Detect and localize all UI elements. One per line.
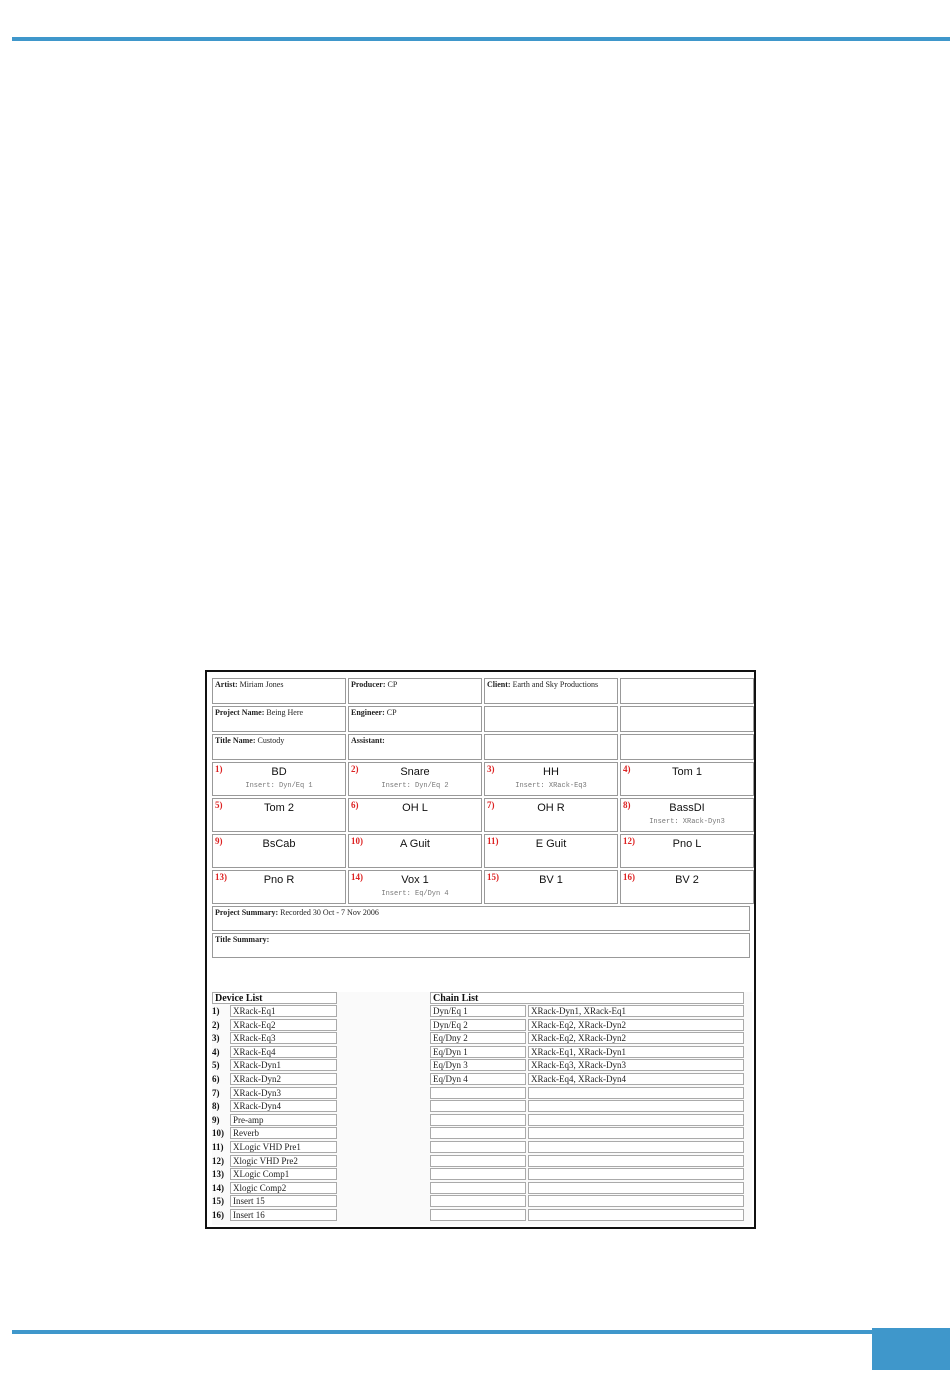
device-number: 11) [212, 1142, 224, 1152]
device-list-row [212, 1141, 337, 1153]
engineer-cell [348, 706, 482, 732]
channel-number: 7) [487, 800, 495, 810]
title-summary-label: Title Summary: [215, 935, 270, 944]
channel-number: 8) [623, 800, 631, 810]
device-list-row [212, 1005, 337, 1017]
channel-number: 2) [351, 764, 359, 774]
device-number: 2) [212, 1019, 220, 1030]
channel-cell [484, 870, 618, 904]
channel-name: OH L [402, 802, 428, 814]
channel-cell [484, 762, 618, 796]
engineer-value: CP [386, 708, 397, 717]
chain-devices [528, 1168, 744, 1180]
chain-devices: XRack-Eq2, XRack-Dyn2 [528, 1019, 744, 1031]
device-list-row [212, 1182, 337, 1194]
device-name: XRack-Eq3 [230, 1032, 337, 1044]
device-number: 6) [212, 1074, 220, 1084]
lists-section [212, 992, 752, 1225]
device-name: Pre-amp [230, 1114, 337, 1126]
chain-list-row [430, 1155, 744, 1167]
client-cell [484, 678, 618, 704]
channel-number: 9) [215, 836, 223, 846]
project-name-cell [212, 706, 346, 732]
chain-name [430, 1141, 526, 1153]
channel-cell [212, 870, 346, 904]
channel-insert: Insert: Eq/Dyn 4 [381, 890, 449, 898]
channel-name: BV 1 [539, 874, 563, 886]
channel-name: Tom 1 [672, 766, 702, 778]
device-name: Xlogic Comp2 [230, 1182, 337, 1194]
channel-cell [212, 798, 346, 832]
chain-devices [528, 1087, 744, 1099]
device-list-row [212, 1155, 337, 1167]
chain-devices [528, 1209, 744, 1221]
device-name: XRack-Eq1 [230, 1005, 337, 1017]
producer-label: Producer: [351, 680, 386, 689]
empty-cell [484, 734, 618, 760]
device-number: 15) [212, 1196, 224, 1207]
empty-cell [620, 734, 754, 760]
channel-cell [348, 870, 482, 904]
chain-name [430, 1100, 526, 1112]
chain-list-row [430, 1141, 744, 1153]
chain-name: Dyn/Eq 2 [430, 1019, 526, 1031]
device-number: 1) [212, 1006, 220, 1016]
channel-cell [348, 834, 482, 868]
chain-devices: XRack-Eq3, XRack-Dyn3 [528, 1059, 744, 1071]
title-summary-cell [212, 933, 750, 958]
channel-number: 5) [215, 800, 223, 810]
channel-number: 4) [623, 764, 631, 774]
chain-list-heading: Chain List [430, 992, 744, 1004]
device-name: Xlogic VHD Pre2 [230, 1155, 337, 1167]
channel-insert: Insert: XRack-Dyn3 [649, 818, 725, 826]
channel-number: 12) [623, 836, 635, 846]
device-name: Insert 16 [230, 1209, 337, 1221]
chain-name [430, 1168, 526, 1180]
channel-number: 3) [487, 764, 495, 774]
device-list-row [212, 1127, 337, 1139]
device-list-row [212, 1168, 337, 1180]
artist-cell [212, 678, 346, 704]
chain-list-row [430, 1059, 744, 1071]
channel-name: E Guit [535, 838, 567, 850]
chain-list-row [430, 1100, 744, 1112]
channel-name: Tom 2 [264, 802, 294, 814]
session-sheet [205, 670, 756, 1229]
device-name: XRack-Eq2 [230, 1019, 337, 1031]
channel-number: 16) [623, 872, 635, 882]
chain-name [430, 1087, 526, 1099]
producer-value: CP [387, 680, 398, 689]
device-number: 14) [212, 1182, 224, 1193]
channel-name: BassDI [669, 802, 705, 814]
chain-devices: XRack-Eq2, XRack-Dyn2 [528, 1032, 744, 1044]
chain-name: Eq/Dyn 3 [430, 1059, 526, 1071]
channel-insert: Insert: XRack-Eq3 [515, 782, 587, 790]
channel-insert: Insert: Dyn/Eq 2 [381, 782, 449, 790]
channel-cell [620, 834, 754, 868]
chain-list-row [430, 1168, 744, 1180]
chain-name [430, 1127, 526, 1139]
title-name-value: Custody [257, 736, 285, 745]
channel-name: BD [271, 766, 287, 778]
chain-devices: XRack-Eq4, XRack-Dyn4 [528, 1073, 744, 1085]
device-list-heading: Device List [212, 992, 337, 1004]
chain-name [430, 1195, 526, 1207]
device-name: XRack-Dyn3 [230, 1087, 337, 1099]
channel-number: 15) [487, 872, 499, 882]
channel-number: 6) [351, 800, 359, 810]
title-name-cell [212, 734, 346, 760]
chain-devices [528, 1127, 744, 1139]
chain-list-row [430, 1073, 744, 1085]
device-number: 7) [212, 1087, 220, 1098]
chain-name: Eq/Dny 2 [430, 1032, 526, 1044]
chain-list-row [430, 1209, 744, 1221]
channel-cell [620, 870, 754, 904]
channel-cell [620, 762, 754, 796]
channel-name: HH [543, 766, 559, 778]
chain-devices: XRack-Dyn1, XRack-Eq1 [528, 1005, 744, 1017]
chain-name: Dyn/Eq 1 [430, 1005, 526, 1017]
chain-name: Eq/Dyn 1 [430, 1046, 526, 1058]
device-number: 4) [212, 1046, 220, 1057]
channel-name: OH R [537, 802, 565, 814]
device-list-row [212, 1100, 337, 1112]
device-list-row [212, 1195, 337, 1207]
chain-devices [528, 1100, 744, 1112]
chain-devices [528, 1155, 744, 1167]
chain-name: Eq/Dyn 4 [430, 1073, 526, 1085]
chain-name [430, 1209, 526, 1221]
channel-insert: Insert: Dyn/Eq 1 [245, 782, 313, 790]
channel-number: 1) [215, 764, 223, 774]
session-grid [212, 678, 752, 904]
channel-number: 14) [351, 872, 363, 882]
empty-cell [484, 706, 618, 732]
device-name: XRack-Dyn2 [230, 1073, 337, 1085]
chain-devices: XRack-Eq1, XRack-Dyn1 [528, 1046, 744, 1058]
device-list-row [212, 1209, 337, 1221]
device-name: Reverb [230, 1127, 337, 1139]
engineer-label: Engineer: [351, 708, 385, 717]
client-label: Client: [487, 680, 511, 689]
chain-devices [528, 1141, 744, 1153]
project-name-value: Being Here [266, 708, 304, 717]
project-summary-cell [212, 906, 750, 931]
channel-cell [348, 762, 482, 796]
channel-cell [484, 798, 618, 832]
device-list-row [212, 1087, 337, 1099]
assistant-label: Assistant: [351, 736, 385, 745]
channel-cell [212, 834, 346, 868]
channel-number: 13) [215, 872, 227, 882]
device-number: 10) [212, 1128, 224, 1139]
device-list-row [212, 1032, 337, 1044]
device-name: XLogic Comp1 [230, 1168, 337, 1180]
project-name-label: Project Name: [215, 708, 265, 717]
chain-list-row [430, 1195, 744, 1207]
chain-list-row [430, 1087, 744, 1099]
channel-name: Snare [400, 766, 430, 778]
channel-name: BV 2 [675, 874, 699, 886]
chain-list-row [430, 1046, 744, 1058]
channel-name: Pno R [263, 874, 295, 886]
channel-number: 10) [351, 836, 363, 846]
page-number-tab [872, 1328, 950, 1370]
device-name: XRack-Dyn1 [230, 1059, 337, 1071]
device-list-row [212, 1059, 337, 1071]
channel-name: A Guit [400, 838, 430, 850]
device-name: XRack-Eq4 [230, 1046, 337, 1058]
channel-cell [620, 798, 754, 832]
assistant-cell [348, 734, 482, 760]
chain-devices [528, 1114, 744, 1126]
chain-list-row [430, 1019, 744, 1031]
chain-devices [528, 1195, 744, 1207]
device-list-row [212, 1114, 337, 1126]
project-summary-label: Project Summary: [215, 908, 279, 917]
top-rule [12, 37, 950, 41]
chain-devices [528, 1182, 744, 1194]
chain-name [430, 1182, 526, 1194]
device-name: XRack-Dyn4 [230, 1100, 337, 1112]
empty-cell [620, 678, 754, 704]
producer-cell [348, 678, 482, 704]
channel-name: Pno L [672, 838, 702, 850]
bottom-rule [12, 1330, 950, 1334]
channel-name: Vox 1 [401, 874, 429, 886]
device-number: 16) [212, 1210, 224, 1220]
device-number: 12) [212, 1155, 224, 1166]
device-name: XLogic VHD Pre1 [230, 1141, 337, 1153]
device-list-row [212, 1046, 337, 1058]
device-name: Insert 15 [230, 1195, 337, 1207]
chain-list-row [430, 1127, 744, 1139]
device-number: 3) [212, 1033, 220, 1044]
device-number: 5) [212, 1060, 220, 1071]
artist-value: Miriam Jones [239, 680, 284, 689]
chain-name [430, 1155, 526, 1167]
device-list-row [212, 1019, 337, 1031]
channel-cell [212, 762, 346, 796]
channel-cell [348, 798, 482, 832]
channel-number: 11) [487, 836, 499, 846]
device-list-row [212, 1073, 337, 1085]
device-number: 8) [212, 1101, 220, 1112]
empty-cell [620, 706, 754, 732]
client-value: Earth and Sky Productions [512, 680, 599, 689]
channel-cell [484, 834, 618, 868]
chain-list-row [430, 1182, 744, 1194]
channel-name: BsCab [262, 838, 296, 850]
device-number: 13) [212, 1169, 224, 1180]
artist-label: Artist: [215, 680, 238, 689]
title-name-label: Title Name: [215, 736, 256, 745]
project-summary-value: Recorded 30 Oct - 7 Nov 2006 [280, 908, 379, 917]
chain-list-row [430, 1032, 744, 1044]
chain-list-row [430, 1005, 744, 1017]
device-number: 9) [212, 1114, 220, 1125]
chain-list-row [430, 1114, 744, 1126]
chain-name [430, 1114, 526, 1126]
